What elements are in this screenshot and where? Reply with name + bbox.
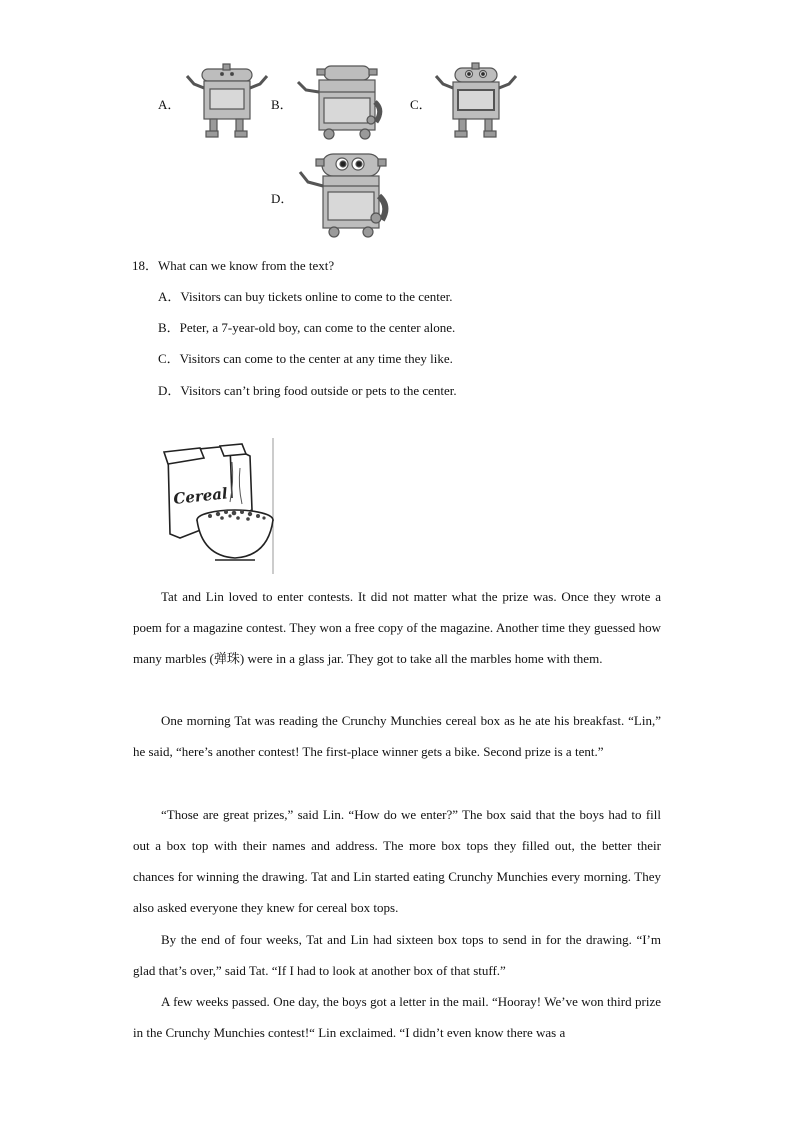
- question-18-stem: 18．What can we know from the text?: [132, 258, 335, 273]
- question-option-b: B．Peter, a 7-year-old boy, can come to the center alone.: [158, 320, 456, 335]
- robot-d-image: [294, 150, 396, 238]
- passage-paragraph-1: Tat and Lin loved to enter contests. It did not matter what the prize was. Once they wrote a poem for a magazine contest. They won a free copy of the magazine. Another time they guessed how many marbles (弹珠) were in a glass jar. They got to take all the marbles home with them.: [133, 589, 661, 666]
- cereal-box-text: Cereal: [172, 484, 229, 508]
- question-option-c: C．Visitors can come to the center at any time they like.: [158, 351, 453, 366]
- question-option-d: D．Visitors can’t bring food outside or pets to the center.: [158, 383, 457, 398]
- option-b-label: B．: [271, 97, 293, 112]
- passage-paragraph-2: One morning Tat was reading the Crunchy Munchies cereal box as he ate his breakfast. “Lin,” he said, “here’s another contest! The first-place winner gets a bike. Second prize is a tent.”: [133, 713, 661, 759]
- option-d-label: D．: [271, 191, 294, 206]
- robot-a-image: [183, 62, 271, 140]
- option-c-label: C．: [410, 97, 432, 112]
- question-option-a: A．Visitors can buy tickets online to come to the center.: [158, 289, 453, 304]
- passage-paragraph-5: A few weeks passed. One day, the boys got a letter in the mail. “Hooray! We’ve won third prize in the Crunchy Munchies contest!“ Lin exclaimed. “I didn’t even know there was a: [133, 994, 661, 1040]
- option-a-label: A．: [158, 97, 181, 112]
- cereal-bowl-image: [160, 438, 280, 574]
- robot-b-image: [294, 62, 386, 140]
- robot-c-image: [432, 62, 520, 140]
- passage-paragraph-3: “Those are great prizes,” said Lin. “How do we enter?” The box said that the boys had to fill out a box top with their names and address. The more box tops they filled out, the better their chances for winning the drawing. Tat and Lin started eating Crunchy Munchies every morning. They also asked everyone they knew for cereal box tops.: [133, 807, 661, 915]
- passage-paragraph-4: By the end of four weeks, Tat and Lin had sixteen box tops to send in for the drawing. “I’m glad that’s over,” said Tat. “If I had to look at another box of that stuff.”: [133, 932, 661, 978]
